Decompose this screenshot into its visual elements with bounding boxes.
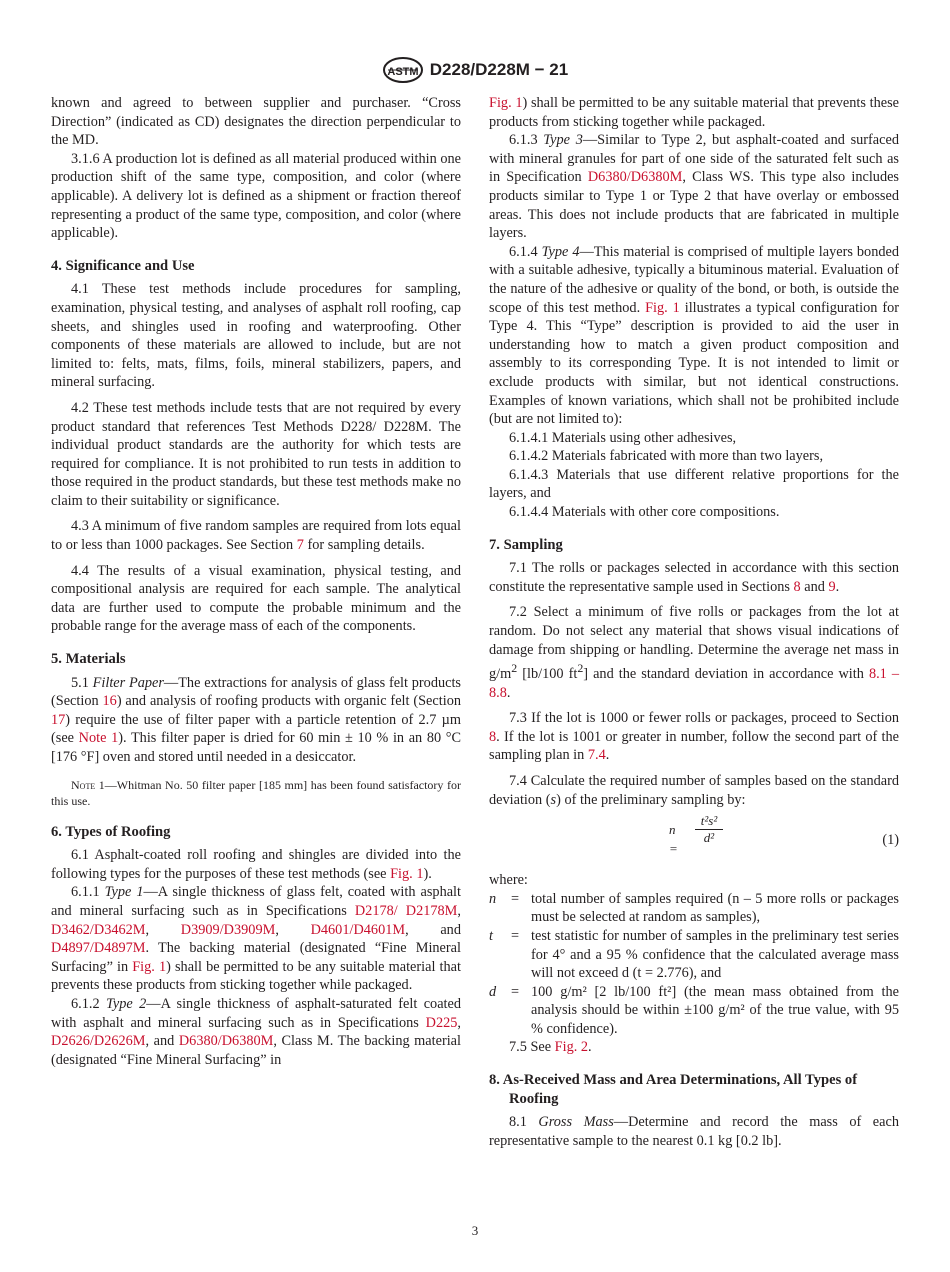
paragraph-continued: known and agreed to between supplier and purchaser. “Cross Direction” (indicated as CD) designates the direction perpendicular to the MD. bbox=[51, 95, 461, 149]
equation-denominator: d² bbox=[703, 830, 715, 846]
fig-1-link[interactable]: Fig. 1 bbox=[489, 95, 523, 111]
paragraph-6-1-2: 6.1.2 Type 2—A single thickness of asphalt-saturated felt coated with asphalt and mineral surfacing such as in Specifications D225, D2626/D2626M, and D6380/D6380M, Class M. The backing material (designated “Fine Mineral Surfacing” in bbox=[51, 995, 462, 1068]
note-1: Note 1—Whitman No. 50 filter paper [185 mm] has been found satisfactory for this use. bbox=[51, 777, 461, 808]
paragraph-7-5: 7.5 See Fig. 2. bbox=[509, 1039, 592, 1056]
paragraph-6-1: 6.1 Asphalt-coated roll roofing and shingles are divided into the following types for the purposes of these test methods (see Fig. 1). bbox=[51, 847, 461, 882]
paragraph-7-3: 7.3 If the lot is 1000 or fewer rolls or packages, proceed to Section 8. If the lot is 1001 or greater in number, follow the second part of the sampling plan in 7.4. bbox=[489, 710, 899, 764]
definition-n: n = total number of samples required (n – 5 more rolls or packages must be selected at random as samples), bbox=[489, 890, 899, 926]
section-7-title: 7. Sampling bbox=[489, 536, 563, 553]
paragraph-6-1-4-3: 6.1.4.3 Materials that use different relative proportions for the layers, and bbox=[489, 466, 899, 502]
svg-text:ASTM: ASTM bbox=[387, 66, 419, 78]
section-8-1-8-8-link[interactable]: 8.1 – 8.8 bbox=[489, 665, 899, 701]
equation-1 bbox=[489, 813, 899, 861]
paragraph-6-1-3: 6.1.3 Type 3—Similar to Type 2, but asphalt-coated and surfaced with mineral granules for part of one side of the saturated felt such as in Specification D6380/D6380M, Class WS. This type also includes products similar to Type 1 or Type 2 that have overlay or embossed areas. This does not include products that are fabricated in multiple layers. bbox=[489, 132, 899, 242]
d225-link[interactable]: D225 bbox=[425, 1014, 458, 1031]
paragraph-4-3: 4.3 A minimum of five random samples are required from lots equal to or less than 1000 packages. See Section 7 for sampling details. bbox=[51, 518, 461, 554]
equation-number: (1) bbox=[882, 832, 899, 849]
page-number: 3 bbox=[471, 1223, 479, 1238]
equation-lhs: n = bbox=[669, 822, 678, 856]
fig-2-link[interactable]: Fig. 2 bbox=[554, 1039, 589, 1056]
section-7-4-link[interactable]: 7.4 bbox=[587, 747, 606, 764]
paragraph-7-1: 7.1 The rolls or packages selected in accordance with this section constitute the representative sample used in Sections 8 and 9. bbox=[489, 560, 899, 595]
section-7-link[interactable]: 7 bbox=[296, 537, 304, 554]
d3909-link[interactable]: D3909/D3909M bbox=[180, 921, 276, 938]
definition-d: d = 100 g/m² [2 lb/100 ft²] (the mean mass obtained from the analysis should be within ±100 g/m² of the true value, with 95 % confidence). bbox=[489, 983, 899, 1037]
left-column bbox=[51, 94, 461, 1069]
paragraph-6-1-4-1: 6.1.4.1 Materials using other adhesives, bbox=[509, 429, 737, 446]
paragraph-6-1-4: 6.1.4 Type 4—This material is comprised of multiple layers bonded with a suitable adhesive, typically a bituminous material. Evaluation of the nature of the adhesive or quality of the bond, or both, is outside the scope of this test method. Fig. 1 illustrates a typical configuration for Type 4. This “Type” description is provided to aid the user in understanding how to match a given product composition and assembly to its corresponding Type. It is not intended to limit or exclude products with similar, but not identical constructions. Examples of known variations, which shall not be prohibited include (but are not limited to): bbox=[489, 243, 899, 428]
definition-t: t = test statistic for number of samples in the preliminary test series for 4° and a 95 % confidence that the calculated average mass will not exceed d (t = 2.776), and bbox=[489, 927, 899, 982]
paragraph-6-1-4-2: 6.1.4.2 Materials fabricated with more than two layers, bbox=[509, 448, 824, 465]
paragraph-6-1-1: 6.1.1 Type 1—A single thickness of glass felt, coated with asphalt and mineral surfacing such as in Specifications D2178/ D2178M, D3462/D3462M, D3909/D3909M, D4601/D4601M, and D4897/D4897M. The backing material (designated “Fine Mineral Surfacing” in Fig. 1) shall be permitted to be any suitable material that prevents these products from sticking together while packaged. bbox=[51, 884, 462, 994]
d3462-link[interactable]: D3462/D3462M bbox=[51, 921, 146, 938]
section-6-title: 6. Types of Roofing bbox=[51, 823, 171, 840]
paragraph-7-2: 7.2 Select a minimum of five rolls or packages from the lot at random. Do not select any material that shows visual indications of damage from shipping or handling. Determine the average net mass in $g/m^2$ [lb/100 $ft^2$] and the standard deviation in accordance with 8.1 – 8.8. bbox=[489, 604, 899, 701]
paragraph-7-4: 7.4 Calculate the required number of samples based on the standard deviation (s) of the preliminary sampling by: bbox=[489, 772, 899, 808]
section-8-link[interactable]: 8 bbox=[793, 578, 801, 595]
fig-1-link[interactable]: Fig. 1 bbox=[645, 299, 680, 316]
paragraph-5-1: 5.1 Filter Paper—The extractions for analysis of glass felt products (Section 16) and analysis of roofing products with organic felt (Section 17) require the use of filter paper with a particle retention of 2.7 µm (see Note 1). This filter paper is dried for 60 min ± 10 % in an 80 °C [176 °F] oven and stored until needed in a desiccator. bbox=[51, 674, 462, 765]
standard-designation: D228/D228M − 21 bbox=[429, 60, 569, 79]
section-4-title: 4. Significance and Use bbox=[51, 257, 195, 274]
paragraph-4-2: 4.2 These test methods include tests that are not required by every product standard that references Test Methods D228/ D228M. The individual product standards are the authority for which tests are required for compliance. It is not prohibited to run tests in addition to those required in the product standards, but these test methods make no claim to their suitability or significance. bbox=[51, 399, 461, 509]
section-16-link[interactable]: 16 bbox=[102, 693, 117, 710]
paragraph-continued: Fig. 1) shall be permitted to be any suitable material that prevents these products from sticking together while packaged. bbox=[489, 95, 899, 130]
section-17-link[interactable]: 17 bbox=[51, 711, 66, 728]
paragraph-4-4: 4.4 The results of a visual examination, physical testing, and compositional analysis are required for each sample. The analytical data are further used to compute the probable minimum and the probable range for the average mass of each of the components. bbox=[51, 562, 461, 635]
section-8-title: 8. As-Received Mass and Area Determinations, All Types of Roofing bbox=[489, 1072, 858, 1107]
section-5-title: 5. Materials bbox=[51, 651, 126, 668]
d6380-link[interactable]: D6380/D6380M bbox=[587, 169, 683, 186]
d2626-link[interactable]: D2626/D2626M bbox=[51, 1033, 146, 1050]
paragraph-4-1: 4.1 These test methods include procedures for sampling, examination, physical testing, and analyses of asphalt roll roofing, cap sheets, and shingles used in roofing and waterproofing. Other components of these materials are allowed to include, but are not limited to: felts, mats, films, foils, mineral stabilizers, papers, and mineral surfacing. bbox=[51, 281, 461, 391]
d4897-link[interactable]: D4897/D4897M bbox=[51, 940, 146, 957]
paragraph-8-1: 8.1 Gross Mass—Determine and record the mass of each representative sample to the nearest 0.1 kg [0.2 lb]. bbox=[489, 1114, 899, 1149]
d4601-link[interactable]: D4601/D4601M bbox=[310, 921, 406, 938]
right-column bbox=[489, 94, 899, 1150]
section-8-link[interactable]: 8 bbox=[489, 728, 497, 745]
note-1-link[interactable]: Note 1 bbox=[78, 730, 119, 747]
section-9-link[interactable]: 9 bbox=[828, 578, 836, 595]
d6380-link[interactable]: D6380/D6380M bbox=[178, 1033, 274, 1050]
where-label: where: bbox=[489, 872, 528, 889]
fig-1-link[interactable]: Fig. 1 bbox=[390, 865, 424, 882]
equation-numerator: t²s² bbox=[695, 813, 723, 830]
page-header bbox=[0, 56, 950, 86]
paragraph-3-1-6: 3.1.6 A production lot is defined as all material produced within one production shift of the same type, composition, and color (where applicable). A delivery lot is defined as a shipment or fraction thereof representing a product of the same type, composition, and color (where applicable). bbox=[51, 150, 461, 242]
fig-1-link[interactable]: Fig. 1 bbox=[132, 958, 167, 975]
paragraph-6-1-4-4: 6.1.4.4 Materials with other core compositions. bbox=[509, 504, 780, 521]
astm-logo-icon bbox=[382, 56, 424, 84]
d2178-link[interactable]: D2178/ D2178M bbox=[354, 902, 458, 919]
